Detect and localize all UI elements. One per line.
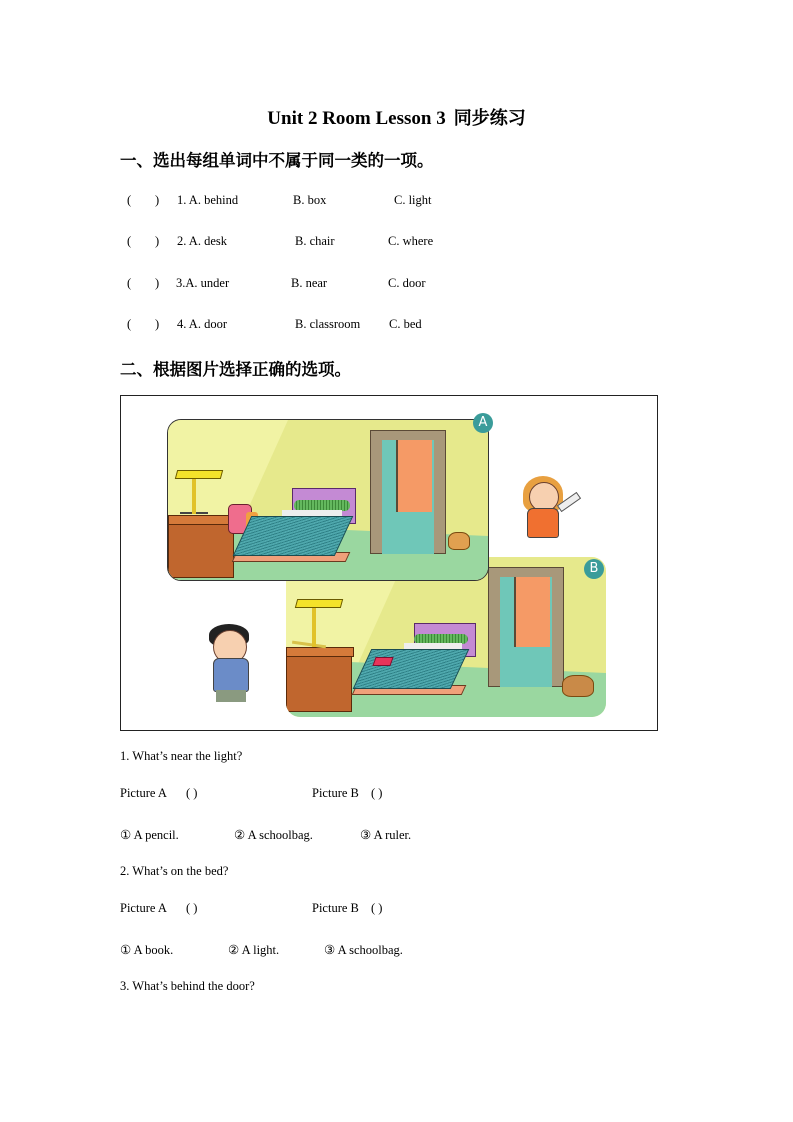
picture-b-label: Picture B [312, 901, 359, 915]
option-a: 2. A. desk [177, 234, 227, 248]
open-door [514, 577, 550, 647]
option-a: 4. A. door [177, 317, 227, 331]
picture-a-label: Picture A [120, 901, 167, 915]
option-c: C. where [388, 234, 434, 248]
lamp-icon [295, 599, 343, 608]
book-icon [372, 657, 393, 666]
answer-paren-close: ) [155, 234, 160, 248]
picture-a-label: Picture A [120, 786, 167, 800]
answer-paren-close: ) [155, 276, 160, 290]
choice-2: ② A light. [228, 943, 280, 957]
badge-a: A [473, 413, 493, 433]
answer-paren-close: ) [155, 193, 160, 207]
answer-paren-open: ( [127, 317, 132, 331]
open-door [396, 440, 432, 512]
option-a: 1. A. behind [177, 193, 239, 207]
section2-heading: 二、根据图片选择正确的选项。 [120, 360, 351, 379]
girl-vest [527, 508, 559, 538]
lamp-icon [175, 470, 223, 479]
picture-b-answer-blank: ( ) [371, 901, 383, 915]
picture-a-scene [167, 419, 489, 581]
bedroom-picture [120, 395, 658, 731]
choice-3: ③ A ruler. [360, 828, 412, 842]
section1-heading: 一、选出每组单词中不属于同一类的一项。 [120, 151, 434, 170]
picture-b-answer-blank: ( ) [371, 786, 383, 800]
page-title [0, 104, 793, 130]
badge-b: B [584, 559, 604, 579]
answer-paren-open: ( [127, 276, 132, 290]
title-chinese: 同步练习 [453, 108, 526, 129]
bed [233, 516, 354, 556]
option-a: 3.A. under [176, 276, 230, 290]
question-2: 2. What’s on the bed? [120, 864, 229, 878]
option-c: C. door [388, 276, 426, 290]
cat-icon [448, 532, 470, 550]
dog-icon [562, 675, 594, 697]
option-b: B. box [293, 193, 327, 207]
picture-a-answer-blank: ( ) [186, 901, 198, 915]
picture-b-label: Picture B [312, 786, 359, 800]
desk [286, 652, 352, 712]
boy-vest [213, 658, 249, 692]
answer-paren-open: ( [127, 193, 132, 207]
desk-top [168, 515, 234, 525]
option-b: B. near [291, 276, 328, 290]
option-b: B. chair [295, 234, 335, 248]
picture-b-scene [286, 557, 606, 717]
desk-top [286, 647, 354, 657]
answer-paren-close: ) [155, 317, 160, 331]
desk [168, 520, 234, 578]
question-1: 1. What’s near the light? [120, 749, 243, 763]
boy-pants [216, 690, 246, 702]
option-c: C. light [394, 193, 432, 207]
option-c: C. bed [389, 317, 422, 331]
choice-1: ① A pencil. [120, 828, 179, 842]
bed [353, 649, 470, 689]
choice-3: ③ A schoolbag. [324, 943, 403, 957]
choice-1: ① A book. [120, 943, 174, 957]
title-english: Unit 2 Room Lesson 3 [267, 108, 446, 129]
choice-2: ② A schoolbag. [234, 828, 313, 842]
answer-paren-open: ( [127, 234, 132, 248]
option-b: B. classroom [295, 317, 361, 331]
question-3: 3. What’s behind the door? [120, 979, 255, 993]
picture-a-answer-blank: ( ) [186, 786, 198, 800]
